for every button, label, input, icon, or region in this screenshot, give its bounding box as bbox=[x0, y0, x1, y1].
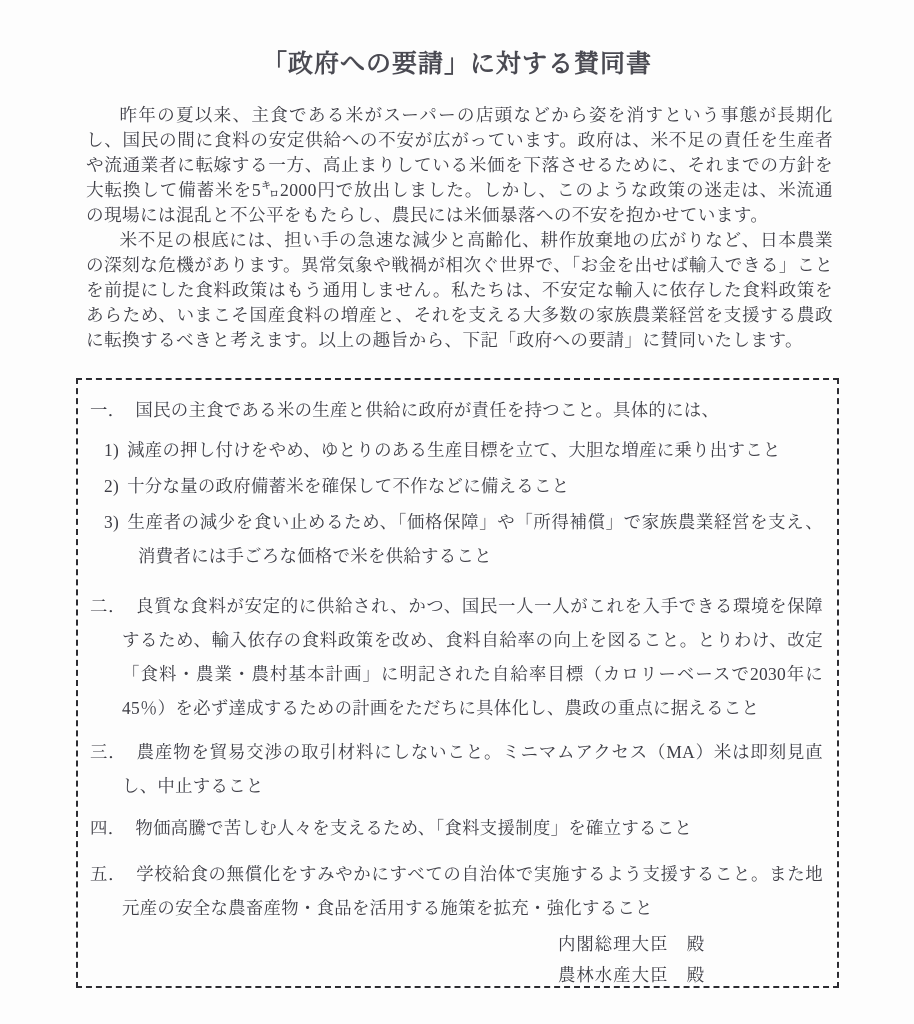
item-number: 三． bbox=[90, 742, 127, 762]
addressee-prime-minister: 内閣総理大臣 殿 bbox=[558, 934, 706, 954]
item-text: 農産物を貿易交渉の取引材料にしないこと。ミニマムアクセス（MA）米は即刻見直し、中止すること bbox=[122, 742, 823, 796]
subitem-text: 十分な量の政府備蓄米を確保して不作などに備えること bbox=[127, 476, 570, 496]
item-text: 物価高騰で苦しむ人々を支えるため、「食料支援制度」を確立すること bbox=[135, 818, 693, 838]
subitem-number: 1) bbox=[104, 440, 120, 460]
request-subitem-1-1 bbox=[104, 433, 823, 467]
item-number: 五． bbox=[90, 864, 127, 884]
request-subitem-1-2 bbox=[104, 469, 823, 503]
addressee-agriculture-minister: 農林水産大臣 殿 bbox=[558, 965, 706, 985]
item-number: 二． bbox=[90, 596, 127, 616]
request-subitem-1-3 bbox=[104, 505, 823, 573]
request-item-4 bbox=[90, 811, 823, 845]
subitem-number: 2) bbox=[104, 476, 120, 496]
subitem-text: 減産の押し付けをやめ、ゆとりのある生産目標を立て、大胆な増産に乗り出すこと bbox=[127, 440, 781, 460]
addressees bbox=[558, 929, 823, 991]
item-text: 国民の主食である米の生産と供給に政府が責任を持つこと。具体的には、 bbox=[135, 400, 720, 420]
document-title: 「政府への要請」に対する賛同書 bbox=[261, 50, 652, 78]
intro-paragraph-1: 昨年の夏以来、主食である米がスーパーの店頭などから姿を消すという事態が長期化し、国民の間に食料の安定供給への不安が広がっています。政府は、米不足の責任を生産者や流通業者に転嫁する一方、高止まりしている米価を下落させるために、それまでの方針を大転換して備蓄米を5㌔2000円で放出しました。しかし、このような政策の迷走は、米流通の現場には混乱と不公平をもたらし、農民には米価暴落への不安を抱かせています。 bbox=[86, 105, 833, 225]
request-item-5 bbox=[90, 857, 823, 925]
intro-paragraph-2: 米不足の根底には、担い手の急速な減少と高齢化、耕作放棄地の広がりなど、日本農業の深刻な危機があります。異常気象や戦禍が相次ぐ世界で、「お金を出せば輸入できる」ことを前提にした食料政策はもう通用しません。私たちは、不安定な輸入に依存した食料政策をあらため、いまこそ国産食料の増産と、それを支える大多数の家族農業経営を支援する農政に転換するべきと考えます。以上の趣旨から、下記「政府への要請」に賛同いたします。 bbox=[86, 230, 833, 350]
request-item-2 bbox=[90, 589, 823, 725]
request-item-3 bbox=[90, 735, 823, 803]
item-text: 学校給食の無償化をすみやかにすべての自治体で実施するよう支援すること。また地元産の安全な農畜産物・食品を活用する施策を拡充・強化すること bbox=[122, 864, 823, 918]
item-number: 一． bbox=[90, 400, 126, 420]
intro-section bbox=[86, 103, 833, 353]
request-item-1 bbox=[90, 393, 823, 427]
subitem-text: 生産者の減少を食い止めるため、「価格保障」や「所得補償」で家族農業経営を支え、消費者には手ごろな価格で米を供給すること bbox=[127, 512, 823, 566]
item-text: 良質な食料が安定的に供給され、かつ、国民一人一人がこれを入手できる環境を保障するため、輸入依存の食料政策を改め、食料自給率の向上を図ること。とりわけ、改定「食料・農業・農村基本計画」に明記された自給率目標（カロリーベースで2030年に45％）を必ず達成するための計画をただちに具体化し、農政の重点に据えること bbox=[122, 596, 823, 718]
item-number: 四． bbox=[90, 818, 126, 838]
request-box bbox=[76, 378, 839, 988]
subitem-number: 3) bbox=[104, 512, 120, 532]
